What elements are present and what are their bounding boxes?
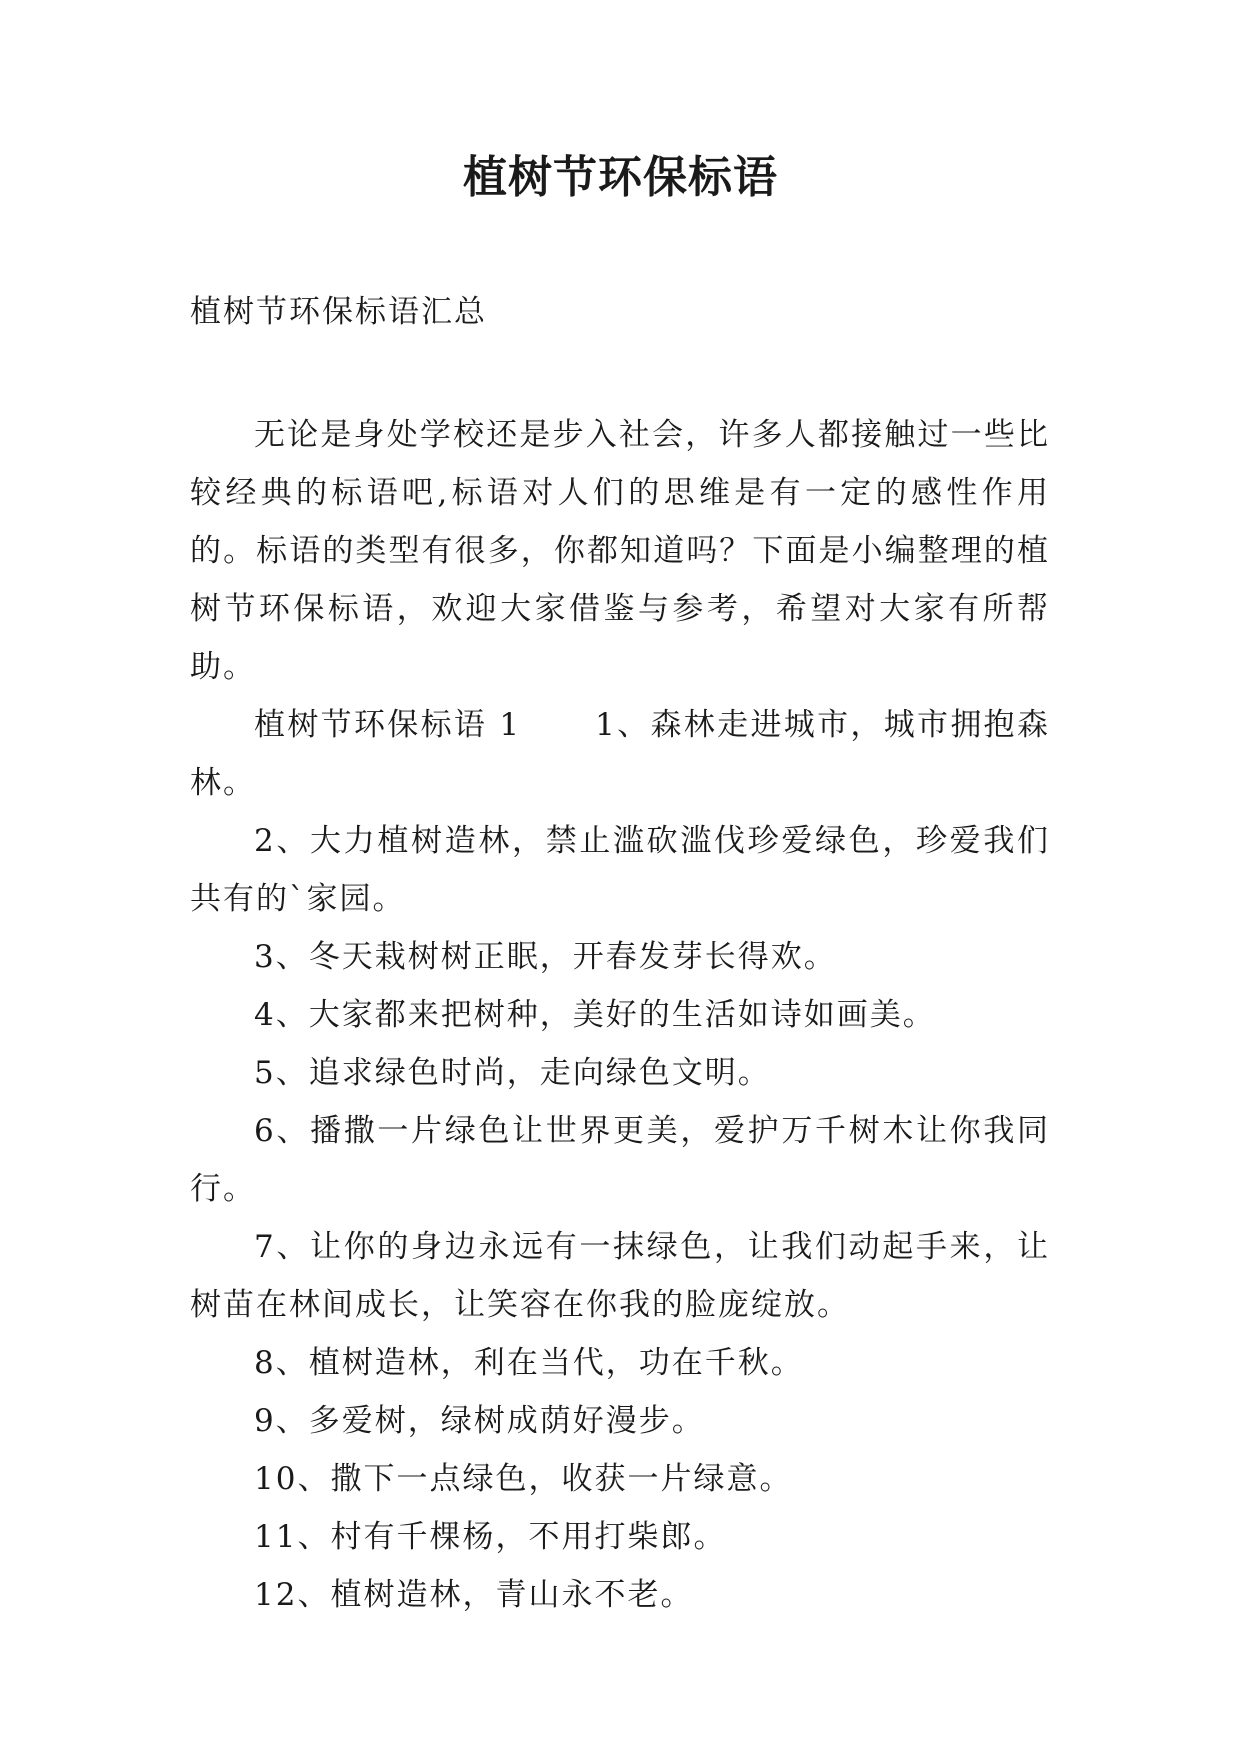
slogan-item-1: 1、森林走进城市，城市拥抱森林。 (190, 707, 1050, 801)
slogan-item-5: 5、追求绿色时尚，走向绿色文明。 (254, 1055, 771, 1091)
slogan-item-9: 9、多爱树，绿树成荫好漫步。 (254, 1403, 705, 1439)
document-body (190, 406, 1050, 1624)
slogan-paragraph-1 (190, 696, 1050, 812)
slogan-item-12: 12、植树造林，青山永不老。 (254, 1577, 694, 1613)
slogan-item-10: 10、撒下一点绿色，收获一片绿意。 (254, 1461, 793, 1497)
section-heading: 植树节环保标语 1 (254, 707, 522, 743)
intro-paragraph: 无论是身处学校还是步入社会，许多人都接触过一些比较经典的标语吧,标语对人们的思维是有一定的感性作用的。标语的类型有很多，你都知道吗？下面是小编整理的植树节环保标语，欢迎大家借鉴与参考，希望对大家有所帮助。 (190, 417, 1050, 685)
slogan-item-11: 11、村有千棵杨，不用打柴郎。 (254, 1519, 727, 1555)
slogan-item-3: 3、冬天栽树树正眠，开春发芽长得欢。 (254, 939, 837, 975)
document-title: 植树节环保标语 (463, 152, 778, 203)
slogan-item-7: 7、让你的身边永远有一抹绿色，让我们动起手来，让树苗在林间成长，让笑容在你我的脸庞绽放。 (190, 1229, 1050, 1323)
slogan-item-4: 4、大家都来把树种，美好的生活如诗如画美。 (254, 997, 936, 1033)
slogan-item-2: 2、大力植树造林，禁止滥砍滥伐珍爱绿色，珍爱我们共有的`家园。 (190, 823, 1050, 917)
slogan-item-8: 8、植树造林，利在当代，功在千秋。 (254, 1345, 804, 1381)
slogan-item-6: 6、播撒一片绿色让世界更美，爱护万千树木让你我同行。 (190, 1113, 1050, 1207)
document-subtitle: 植树节环保标语汇总 (190, 294, 487, 330)
